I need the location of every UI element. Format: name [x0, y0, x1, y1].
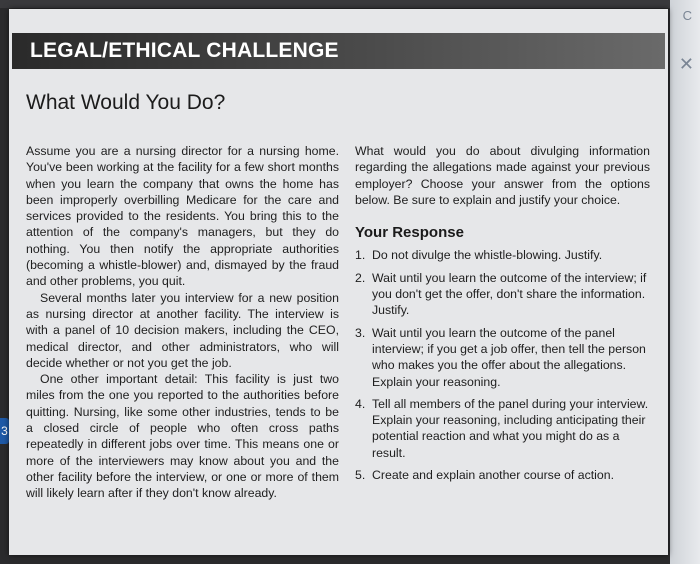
- option-text: Create and explain another course of action.: [372, 468, 614, 483]
- option-text: Do not divulge the whistle-blowing. Justify.: [372, 248, 603, 263]
- list-item: [355, 396, 650, 461]
- option-text: Wait until you learn the outcome of the panel interview; if you get a job offer, then tell the person who makes you the offer about the allegations. Explain your reasoning.: [372, 325, 646, 389]
- list-item: [355, 247, 650, 263]
- option-number: 1.: [355, 248, 366, 263]
- response-heading: Your Response: [355, 224, 464, 242]
- list-item: [355, 325, 650, 390]
- left-edge-tab[interactable]: [0, 418, 9, 444]
- textbook-page: [9, 9, 668, 555]
- list-item: [355, 467, 650, 483]
- option-number: 2.: [355, 270, 366, 285]
- question-column: [355, 143, 650, 489]
- banner-title: LEGAL/ETHICAL CHALLENGE: [30, 39, 339, 62]
- question-prompt: What would you do about divulging information regarding the allegations made against your previous employer? Choose your answer from the options below. Be sure to explain and justify your choice.: [355, 144, 650, 207]
- list-item: [355, 270, 650, 319]
- option-number: 4.: [355, 396, 366, 411]
- close-icon[interactable]: ✕: [678, 54, 694, 74]
- page-subtitle: What Would You Do?: [26, 91, 226, 114]
- side-refresh-glyph: C: [682, 8, 692, 23]
- section-banner: [12, 33, 665, 69]
- scenario-column: [26, 143, 339, 502]
- backdrop-right-panel: [670, 0, 700, 564]
- response-options: [355, 247, 650, 483]
- backdrop-top: [0, 0, 700, 8]
- scenario-paragraph: Assume you are a nursing director for a nursing home. You've been working at the facility for a few short months when you learn the company that owns the home has been improperly overbilling Medicare for the care and services provided to the residents. You bring this to the attention of the company's managers, but they do nothing. You then notify the appropriate authorities (becoming a whistle-blower) and, dismayed by the fraud and other problems, you quit.: [26, 144, 339, 289]
- option-number: 5.: [355, 468, 366, 483]
- scenario-paragraph: Several months later you interview for a new position as nursing director at another facility. The interview is with a panel of 10 decision makers, including the CEO, medical director, and other administrators, who will decide whether or not you get the job.: [26, 290, 339, 370]
- tab-label: 3: [1, 424, 8, 438]
- option-text: Wait until you learn the outcome of the interview; if you don't get the offer, don't share the information. Justify.: [372, 270, 647, 318]
- option-number: 3.: [355, 325, 366, 340]
- option-text: Tell all members of the panel during your interview. Explain your reasoning, including anticipating their potential reaction and what you might do as a result.: [372, 396, 649, 460]
- scenario-paragraph: One other important detail: This facility is just two miles from the one you reported to the authorities before quitting. Nursing, like some other industries, tends to be a closed circle of people who often cross paths repeatedly in different jobs over time. This means one or more of the interviewers may know about you and the other facility before the interview, or one or more of them will likely learn after if they don't know already.: [26, 372, 339, 501]
